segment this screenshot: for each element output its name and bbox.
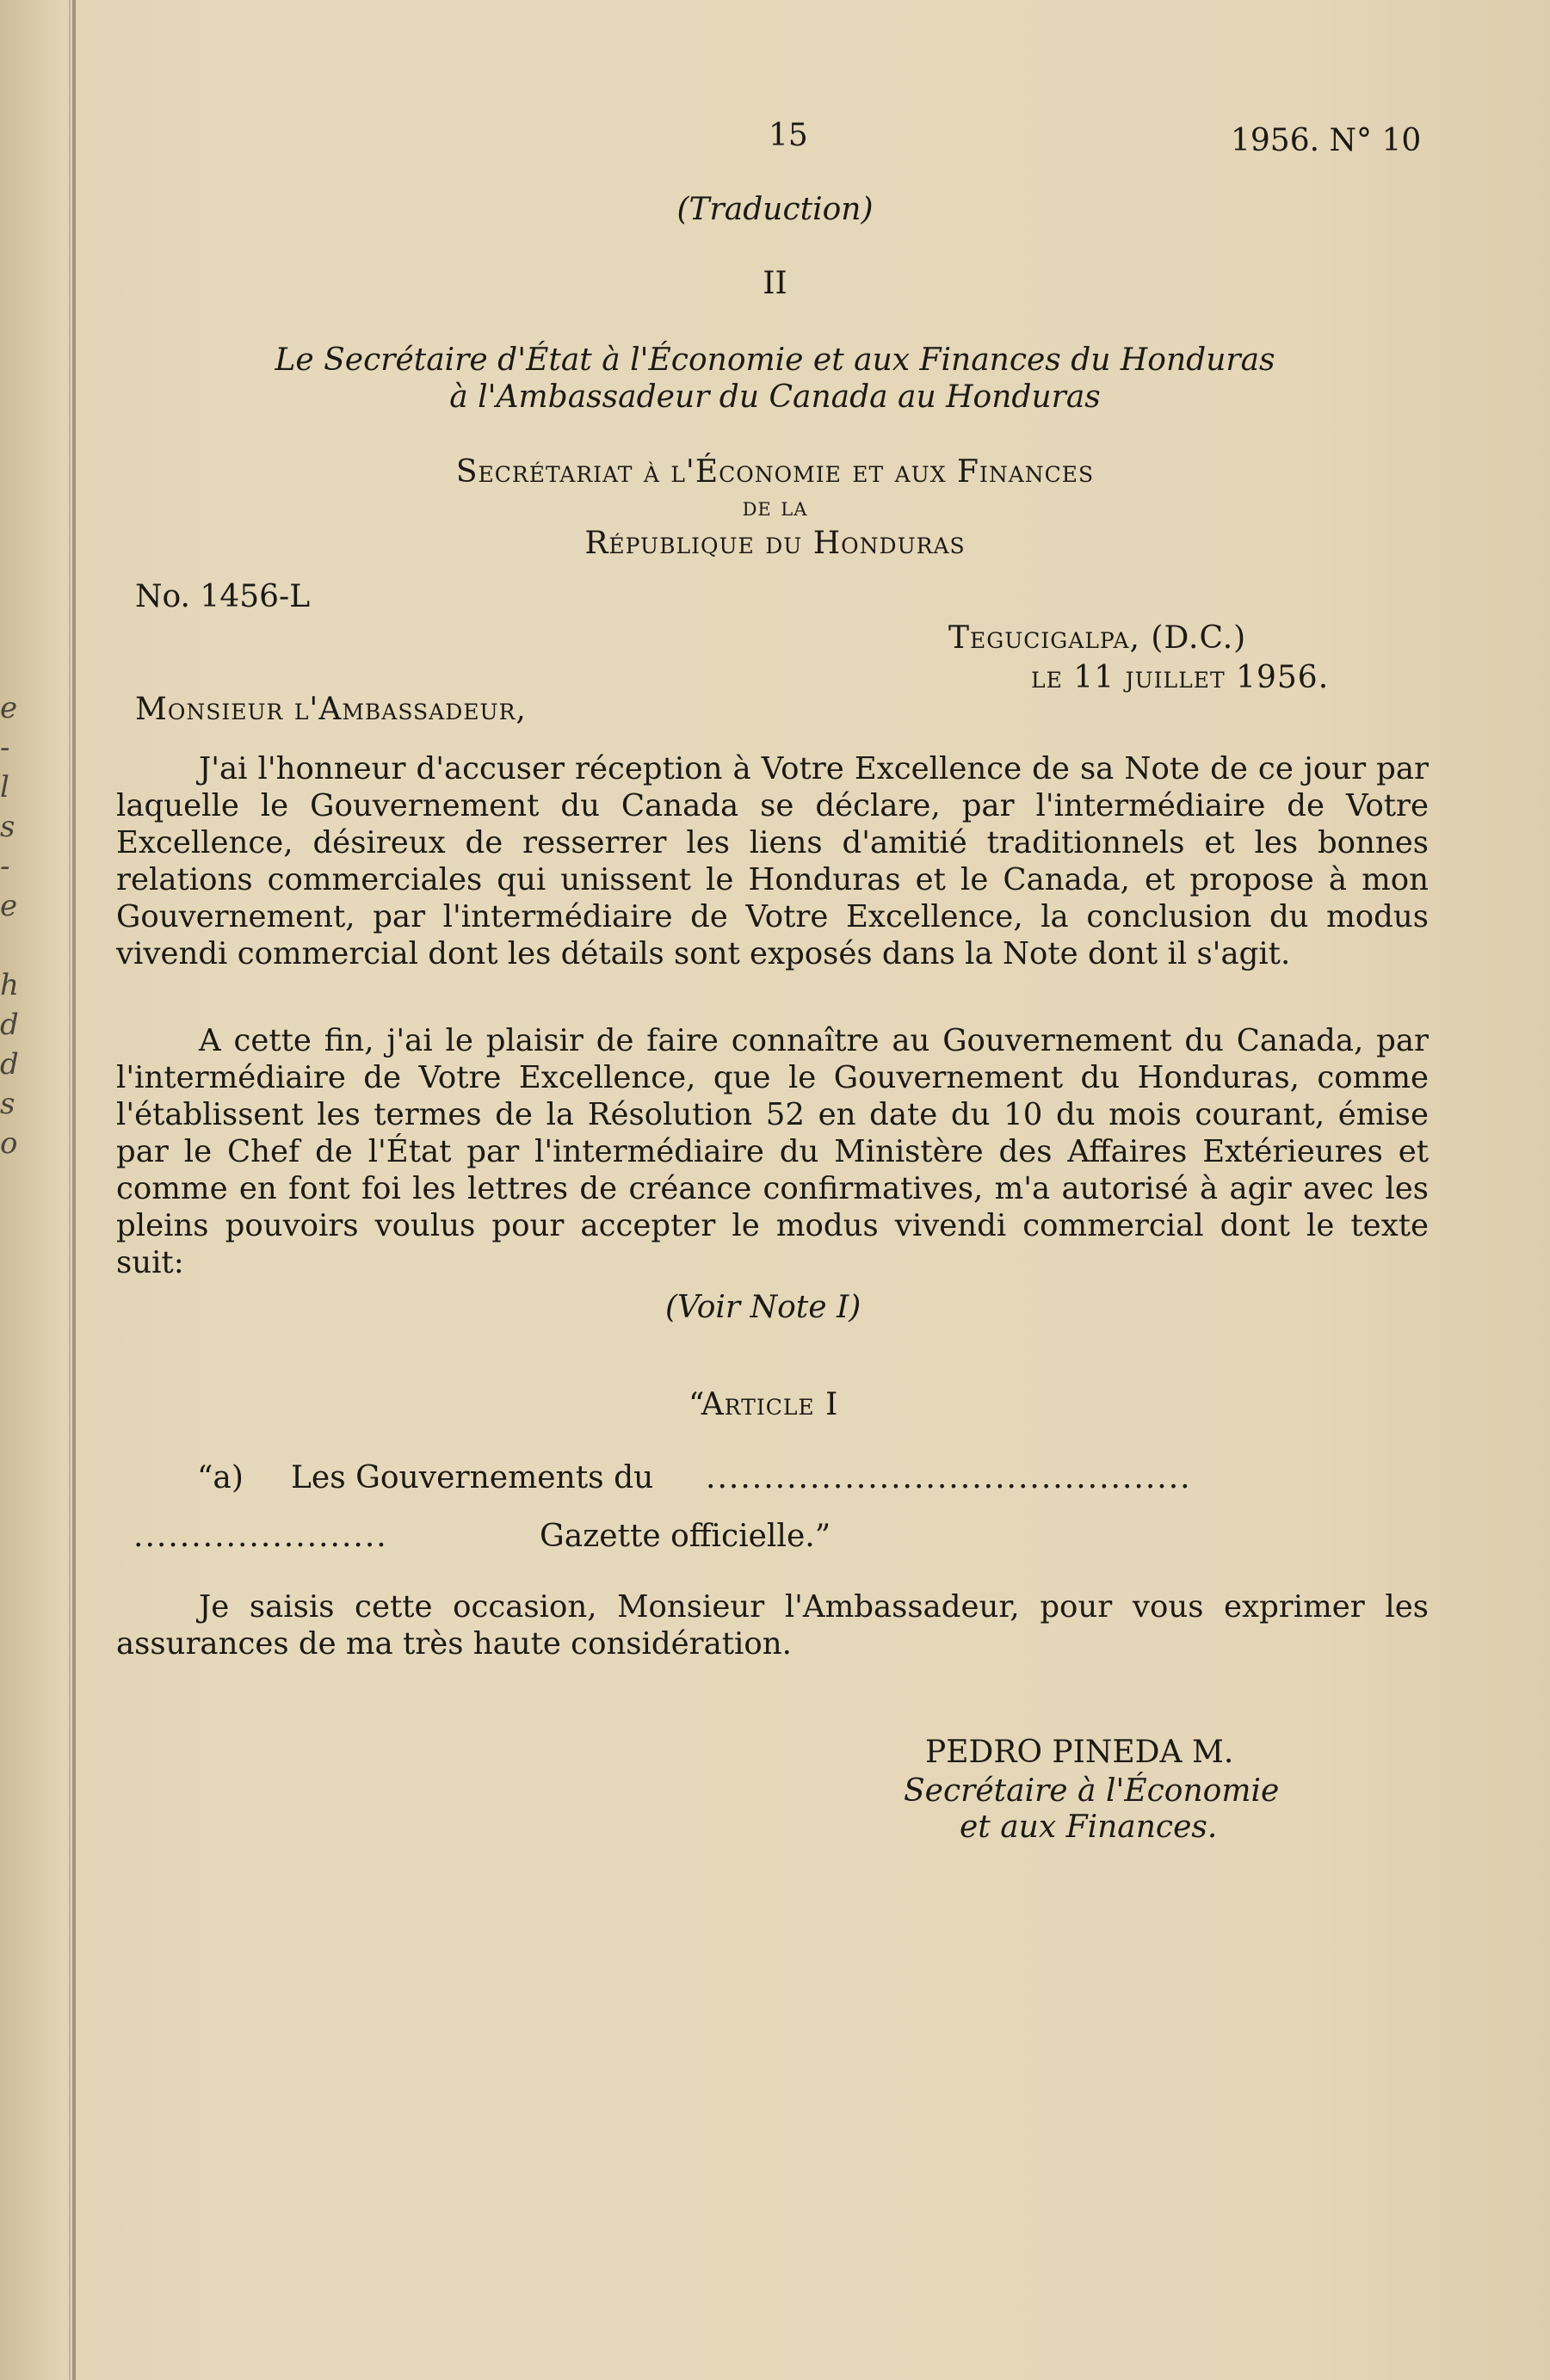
facing-page-bleed (0, 688, 34, 1163)
article-end: Gazette officielle.” (540, 1519, 831, 1554)
voir-note: (Voir Note I) (665, 1290, 861, 1325)
bleed-char: s (0, 1087, 15, 1121)
paragraph-1-text: J'ai l'honneur d'accuser réception à Votre Excellence de sa Note de ce jour par laquelle le Gouvernement du Canada se déclare, par l'intermédiaire de Votre Excellence, désireux de resserrer les liens d'amitié traditionnels et les bonnes relations commerciales qui unissent le Honduras et le Canada, et propose à mon Gouvernement, par l'intermédiaire de Votre Excellence, la conclusion du modus vivendi commercial dont les détails sont exposés dans la Note dont il s'agit. (116, 751, 1429, 971)
article-a-text: Les Gouvernements du (291, 1460, 654, 1495)
bleed-char: e (0, 691, 18, 725)
paragraph-2 (116, 1022, 1429, 1281)
closing-text: Je saisis cette occasion, Monsieur l'Ambassadeur, pour vous exprimer les assurances de ma très haute considération. (116, 1589, 1429, 1662)
article-ellipsis-2: ...................... (133, 1519, 388, 1554)
bleed-char: o (0, 1126, 18, 1161)
section-roman-numeral: II (763, 266, 787, 301)
paragraph-2-text: A cette fin, j'ai le plaisir de faire connaître au Gouvernement du Canada, par l'intermédiaire de Votre Excellence, que le Gouvernement du Honduras, comme l'établissent les termes de la Résolution 52 en date du 10 du mois courant, émise par le Chef de l'État par l'intermédiaire du Ministère des Affaires Extérieures et comme en font foi les lettres de créance confirmatives, m'a autorisé à agir avec les pleins pouvoirs voulus pour accepter le modus vivendi commercial dont le texte suit: (116, 1023, 1429, 1280)
article-ellipsis-1: .......................................... (706, 1460, 1192, 1495)
bleed-char: h (0, 968, 19, 1002)
bleed-char: e (0, 889, 18, 923)
paragraph-1 (116, 750, 1429, 972)
translation-note: (Traduction) (676, 192, 874, 227)
letterhead-line-2: de la (742, 492, 808, 522)
addressing-line-2: à l'Ambassadeur du Canada au Honduras (449, 379, 1101, 415)
bleed-char: - (0, 849, 10, 884)
bleed-char: l (0, 770, 9, 805)
reference-number: No. 1456-L (135, 579, 311, 614)
article-heading: “Article I (689, 1387, 839, 1422)
bleed-char: d (0, 1008, 19, 1042)
signatory-name: PEDRO PINEDA M. (925, 1735, 1234, 1770)
salutation: Monsieur l'Ambassadeur, (135, 692, 527, 727)
letterhead-line-1: Secrétariat à l'Économie et aux Finances (455, 454, 1095, 490)
signatory-title-1: Secrétaire à l'Économie (904, 1773, 1280, 1809)
bleed-char: d (0, 1047, 19, 1082)
series-number: 1956. N° 10 (1231, 123, 1422, 158)
bleed-char (0, 926, 34, 965)
article-a-label: “a) (197, 1460, 244, 1495)
closing-paragraph (116, 1588, 1429, 1662)
bleed-char: - (0, 731, 10, 765)
bleed-char: s (0, 810, 15, 844)
date: le 11 juillet 1956. (1031, 660, 1330, 695)
signatory-title-2: et aux Finances. (960, 1810, 1218, 1845)
place: Tegucigalpa, (D.C.) (948, 620, 1247, 656)
letterhead-line-3: République du Honduras (584, 526, 966, 561)
page-number: 15 (769, 118, 808, 153)
addressing-line-1: Le Secrétaire d'État à l'Économie et aux Finances du Honduras (275, 342, 1275, 378)
